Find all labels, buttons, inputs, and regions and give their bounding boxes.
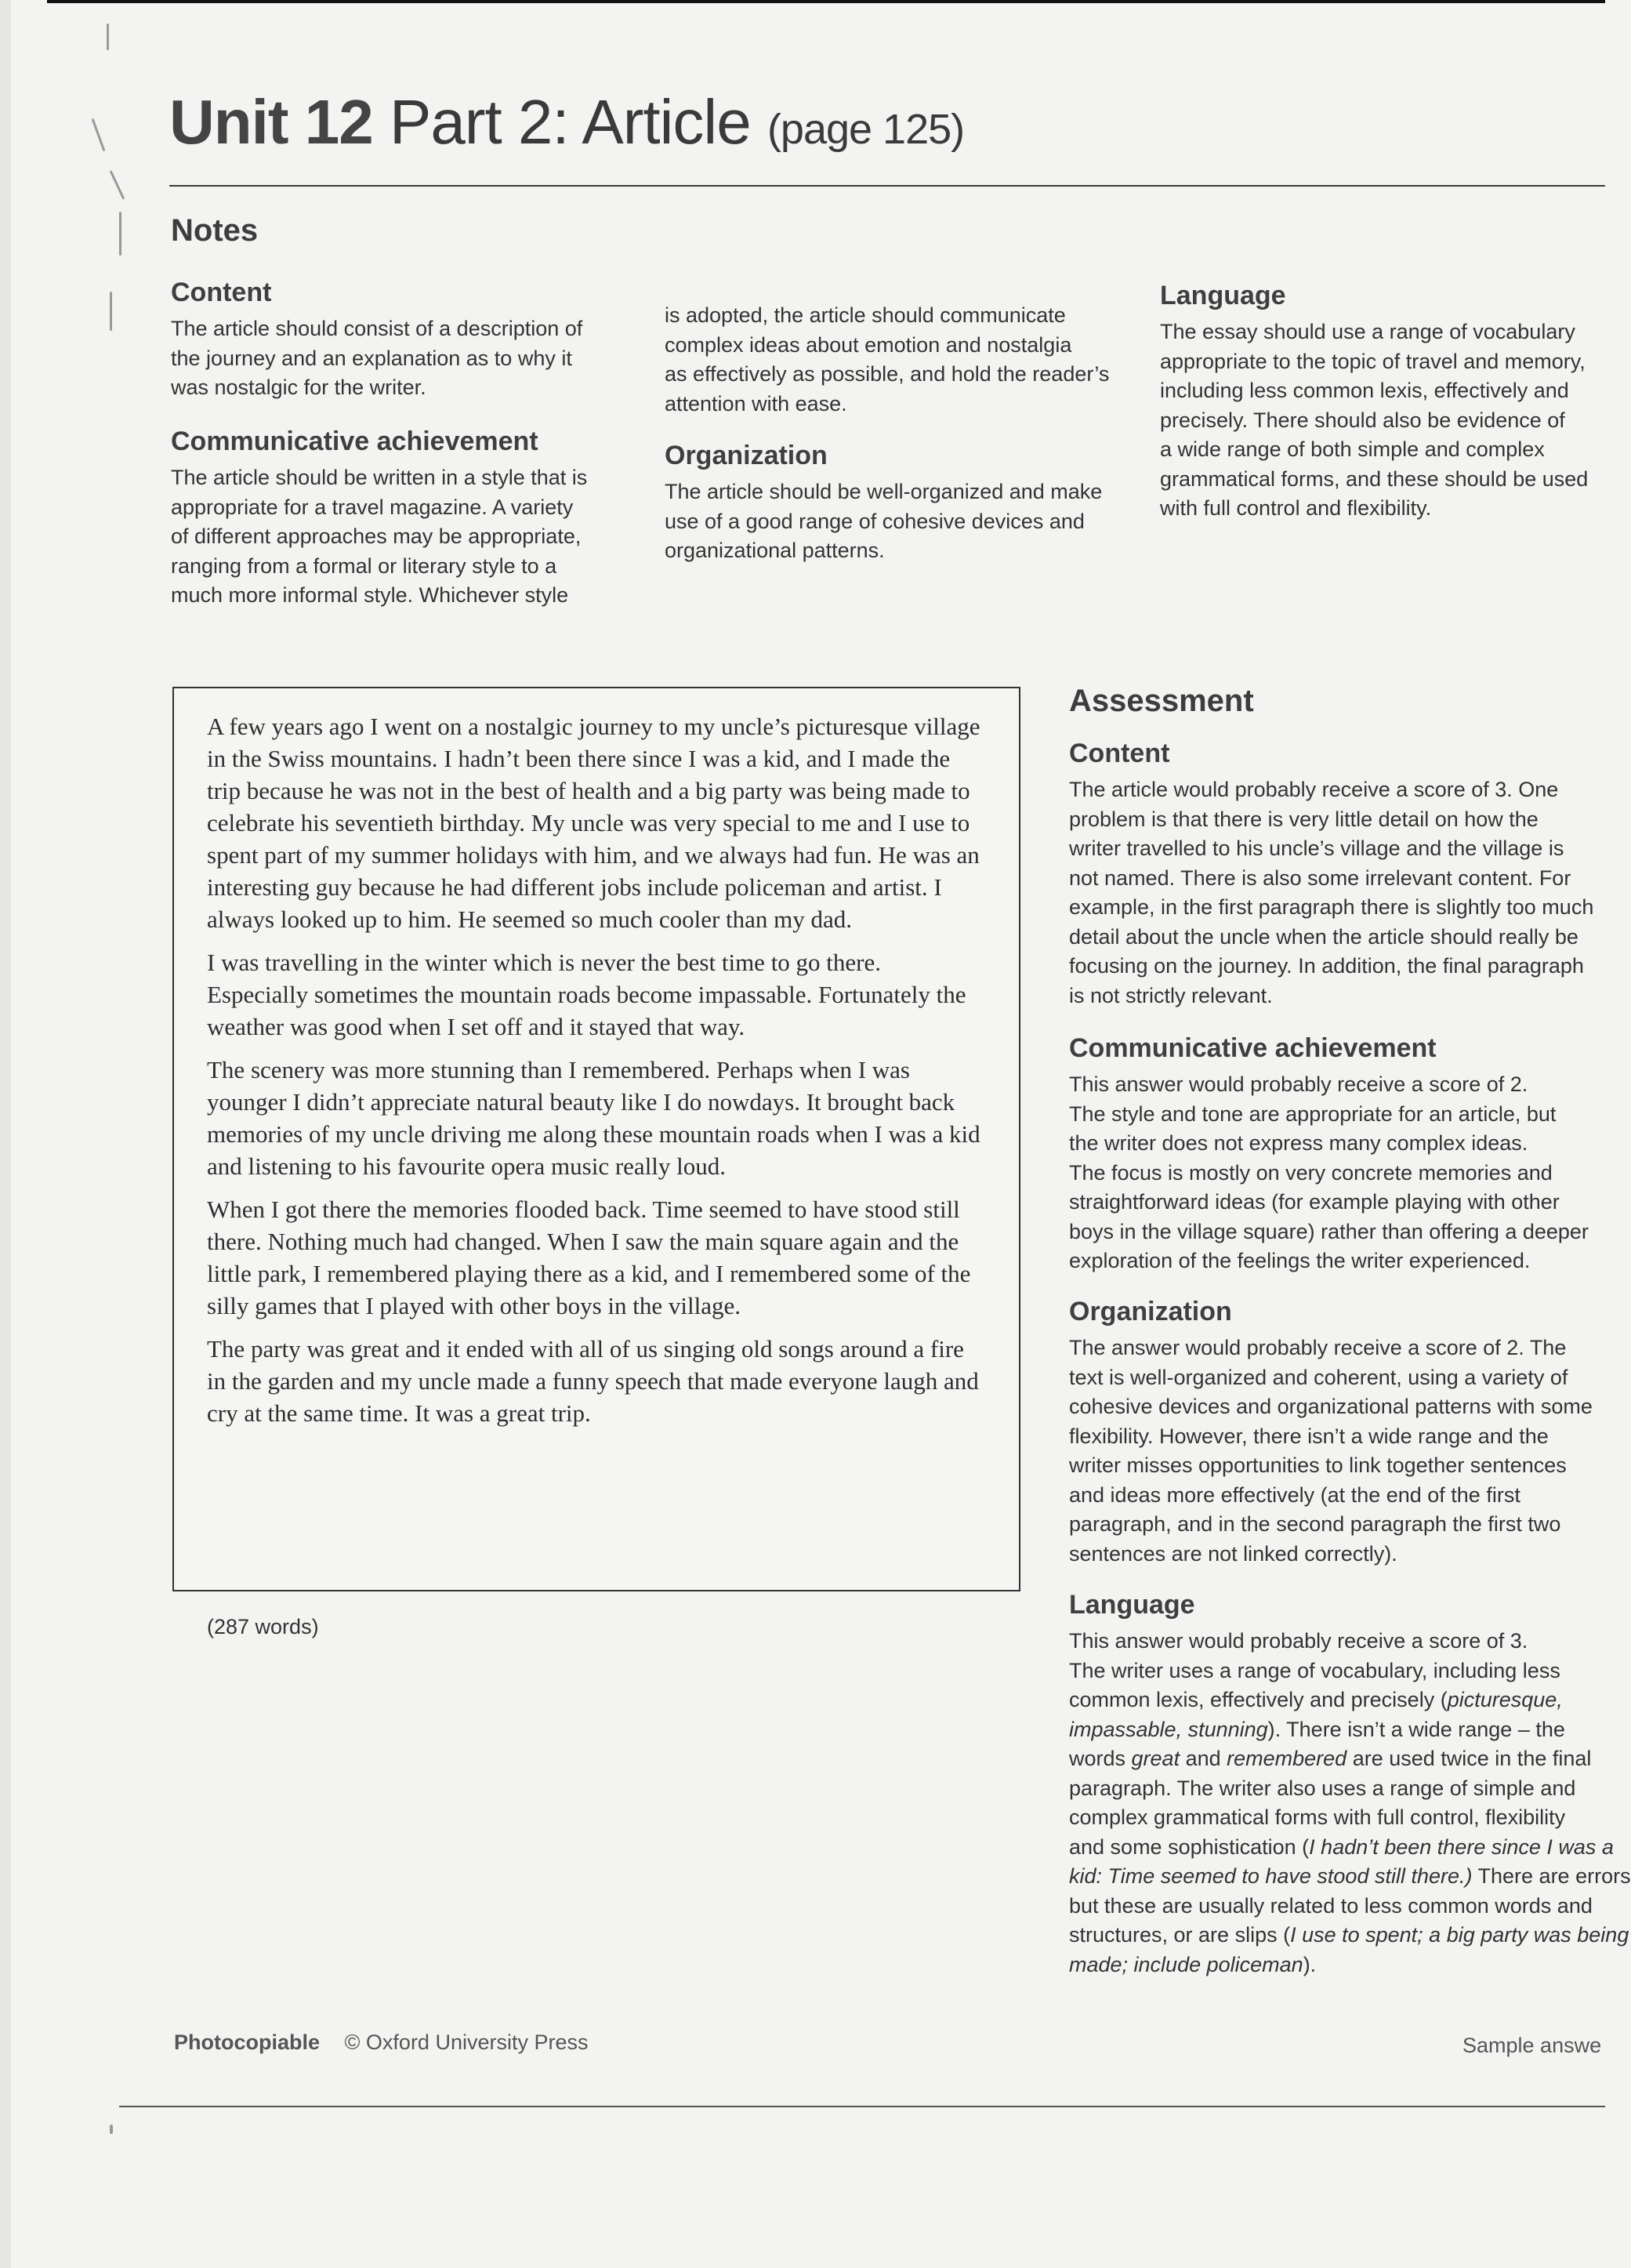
- photocopiable-label: Photocopiable: [174, 2030, 321, 2054]
- assessment-communicative-heading: Communicative achievement: [1069, 1033, 1437, 1063]
- title-divider: [169, 185, 1605, 187]
- notes-language-section: [1160, 281, 1605, 524]
- assessment-language-text: This answer would probably receive a score of 3. The writer uses a range of vocabulary, including less common lexis, effectively and precisely (picturesque, impassable, stunning). There isn’t a wide range – the words great and remembered are used twice in the final paragraph. The writer also uses a range of simple and complex grammatical forms with full control, flexibility and some sophistication (I hadn’t been there since I was a kid: Time seemed to have stood still there.) There are errors but these are usually related to less common words and structures, or are slips (I use to spent; a big party was being made; include policeman).: [1069, 1629, 1631, 1976]
- assessment-heading: Assessment: [1069, 684, 1254, 718]
- assessment-organization-section: [1069, 1297, 1605, 1569]
- assessment-communicative-section: [1069, 1033, 1605, 1276]
- essay-paragraph: The party was great and it ended with all of us singing old songs around a fire in the garden and my uncle made a funny speech that made everyone laugh and cry at the same time. It was a great trip.: [207, 1335, 979, 1427]
- word-count: (287 words): [207, 1615, 319, 1638]
- notes-communicative-text: The article should be written in a style that is appropriate for a travel magazine. A variety of different approaches may be appropriate, ranging from a formal or literary style to a much more informal style. Whichever style: [171, 466, 588, 607]
- notes-content-section: [171, 278, 610, 403]
- scan-mark: [110, 170, 125, 200]
- notes-communicative-heading: Communicative achievement: [171, 426, 538, 456]
- notes-heading: Notes: [171, 213, 259, 248]
- assessment-organization-heading: Organization: [1069, 1297, 1232, 1326]
- top-edge-line: [47, 0, 1605, 3]
- assessment-content-text: The article would probably receive a score of 3. One problem is that there is very little detail on how the writer travelled to his uncle’s village and the village is not named. There is also some irrelevant content. For example, in the first paragraph there is slightly too much detail about the uncle when the article should really be focusing on the journey. In addition, the final paragraph is not strictly relevant.: [1069, 778, 1594, 1007]
- notes-organization-heading: Organization: [665, 441, 828, 470]
- essay-paragraph: The scenery was more stunning than I remembered. Perhaps when I was younger I didn’t appreciate natural beauty like I do nowdays. It brought back memories of my uncle driving me along these mountain roads when I was a kid and listening to his favourite opera music really loud.: [207, 1056, 980, 1180]
- scan-mark: [92, 118, 106, 151]
- notes-communicative-text-continued: is adopted, the article should communicate complex ideas about emotion and nostalgia as effectively as possible, and hold the reader’s attention with ease.: [665, 303, 1110, 415]
- footer-left: [174, 2030, 589, 2055]
- title-part: Part 2: Article: [389, 87, 751, 157]
- notes-content-heading: Content: [171, 278, 272, 307]
- title-unit: Unit 12: [169, 87, 373, 157]
- notes-communicative-section: [171, 426, 610, 611]
- page-title: [169, 86, 964, 158]
- assessment-content-section: [1069, 738, 1605, 1011]
- assessment-language-section: [1069, 1590, 1631, 1980]
- footer-right-label: Sample answe: [1462, 2034, 1602, 2057]
- bottom-divider: [119, 2106, 1605, 2107]
- assessment-language-heading: Language: [1069, 1590, 1195, 1620]
- page-edge: [0, 0, 11, 2268]
- scan-mark: [110, 2125, 113, 2134]
- notes-language-heading: Language: [1160, 281, 1286, 310]
- notes-organization-text: The article should be well-organized and make use of a good range of cohesive devices and organizational patterns.: [665, 480, 1103, 562]
- copyright-label: © Oxford University Press: [344, 2030, 589, 2054]
- notes-language-text: The essay should use a range of vocabulary appropriate to the topic of travel and memory, including less common lexis, effectively and precisely. There should also be evidence of a wide range of both simple and complex grammatical forms, and these should be used with full control and flexibility.: [1160, 320, 1589, 520]
- assessment-organization-text: The answer would probably receive a score of 2. The text is well-organized and coherent, using a variety of cohesive devices and organizational patterns with some flexibility. However, there isn’t a wide range and the writer misses opportunities to link together sentences and ideas more effectively (at the end of the first paragraph, and in the second paragraph the first two sentences are not linked correctly).: [1069, 1336, 1593, 1566]
- notes-organization-section: [665, 441, 1119, 566]
- assessment-communicative-text: This answer would probably receive a score of 2. The style and tone are appropriate for an article, but the writer does not express many complex ideas. The focus is mostly on very concrete memories and straightforward ideas (for example playing with other boys in the village square) rather than offering a deeper exploration of the feelings the writer experienced.: [1069, 1072, 1589, 1272]
- essay-paragraph: I was travelling in the winter which is never the best time to go there. Especially sometimes the mountain roads become impassable. Fortunately the weather was good when I set off and it stayed that way.: [207, 949, 966, 1040]
- scan-mark: [107, 24, 109, 50]
- notes-content-text: The article should consist of a description of the journey and an explanation as to why it was nostalgic for the writer.: [171, 317, 583, 399]
- assessment-content-heading: Content: [1069, 738, 1170, 768]
- title-page-ref: (page 125): [767, 106, 965, 153]
- essay-paragraph: A few years ago I went on a nostalgic journey to my uncle’s picturesque village in the Swiss mountains. I hadn’t been there since I was a kid, and I made the trip because he was not in the best of health and a big party was being made to celebrate his seventieth birthday. My uncle was very special to me and I use to spent part of my summer holidays with him, and we always had fun. He was an interesting guy because he had different jobs include policeman and artist. I always looked up to him. He seemed so much cooler than my dad.: [207, 713, 980, 933]
- essay-paragraph: When I got there the memories flooded back. Time seemed to have stood still there. Nothing much had changed. When I saw the main square again and the little park, I remembered playing there as a kid, and I remembered some of the silly games that I played with other boys in the village.: [207, 1196, 971, 1319]
- notes-communicative-continued: [665, 301, 1119, 419]
- scan-mark: [110, 292, 112, 331]
- scan-mark: [119, 212, 121, 256]
- sample-essay-box: [172, 687, 1020, 1591]
